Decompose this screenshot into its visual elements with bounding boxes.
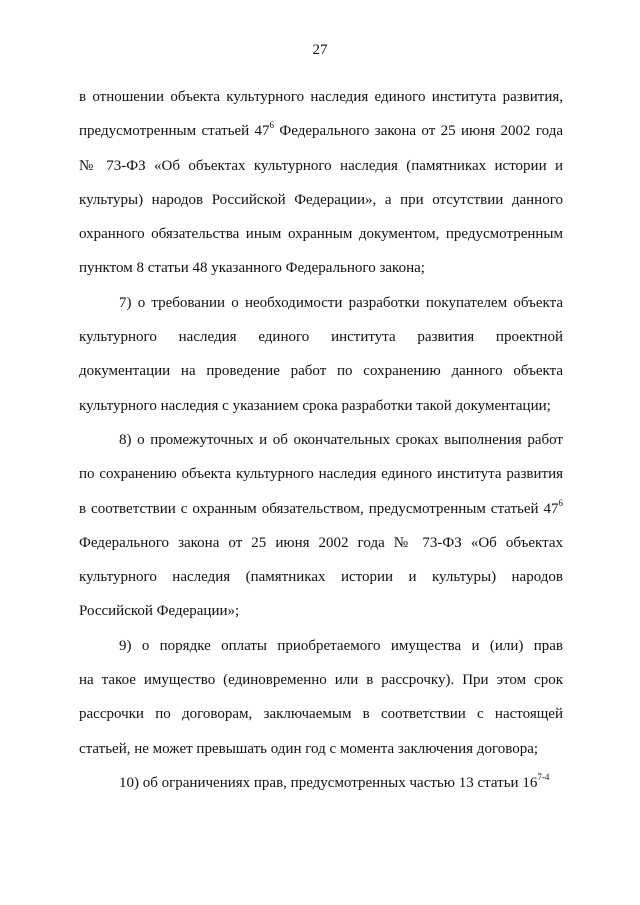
superscript: 6: [269, 120, 275, 131]
text-line: [79, 492, 563, 526]
text-line: документации на проведение работ по сохранению данного объекта: [79, 363, 563, 380]
text-line: 7) о требовании о необходимости разработки покупателем объекта: [119, 294, 563, 311]
text-line: 8) о промежуточных и об окончательных сроках выполнения работ: [119, 431, 563, 448]
paragraph-item-9: [79, 629, 563, 766]
paragraph-item-7: [79, 286, 563, 423]
text-line: Российской Федерации»;: [79, 603, 240, 620]
text-fragment: предусмотренным статьей 47: [79, 123, 270, 140]
text-fragment: в соответствии с охранным обязательством, предусмотренным статьей 47: [79, 500, 559, 517]
text-line: на такое имущество (единовременно или в рассрочку). При этом срок: [79, 672, 563, 689]
text-line: 9) о порядке оплаты приобретаемого имущества и (или) прав: [119, 637, 563, 654]
text-line: [79, 766, 563, 800]
text-line: культуры) народов Российской Федерации», а при отсутствии данного: [79, 191, 563, 208]
text-line: охранного обязательства иным охранным документом, предусмотренным: [79, 226, 563, 243]
text-line: культурного наследия с указанием срока разработки такой документации;: [79, 397, 551, 414]
paragraph-item-8: [79, 423, 563, 629]
text-line: в отношении объекта культурного наследия единого института развития,: [79, 89, 563, 105]
text-fragment: 10) об ограничениях прав, предусмотренных частью 13 статьи 16: [119, 774, 538, 791]
page-number: 27: [312, 42, 328, 58]
text-fragment: Федерального закона от 25 июня 2002 года: [274, 123, 563, 140]
text-line: [79, 114, 563, 148]
paragraph-item-10: [79, 766, 563, 800]
text-line: Федерального закона от 25 июня 2002 года № 73-ФЗ «Об объектах: [79, 534, 563, 551]
paragraph-continuation: [79, 80, 563, 286]
text-line: культурного наследия (памятниках истории и культуры) народов: [79, 569, 563, 586]
superscript: 6: [558, 497, 563, 508]
text-line: № 73-ФЗ «Об объектах культурного наследия (памятниках истории и: [79, 157, 563, 174]
text-line: рассрочки по договорам, заключаемым в соответствии с настоящей: [79, 706, 563, 723]
text-line: статьей, не может превышать один год с момента заключения договора;: [79, 740, 539, 757]
text-line: культурного наследия единого института развития проектной: [79, 329, 563, 346]
text-line: по сохранению объекта культурного наследия единого института развития: [79, 466, 563, 483]
page-body: [79, 80, 563, 800]
superscript: 7-4: [537, 771, 550, 782]
text-line: пунктом 8 статьи 48 указанного Федерального закона;: [79, 260, 425, 277]
